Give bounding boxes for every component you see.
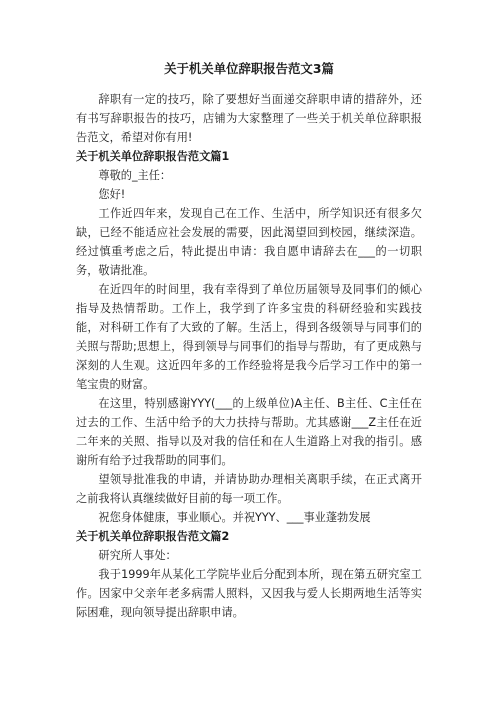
section-1-salutation: 尊敬的_主任： (98, 169, 172, 182)
section-1-heading: 关于机关单位辞职报告范文篇1 (76, 150, 230, 163)
section-2-heading: 关于机关单位辞职报告范文篇2 (76, 530, 230, 543)
section-1-paragraph-3: 在这里，特别感谢YYY(___的上级单位)A主任、B主任、C主任在过去的工作、生活中给予的大力扶持与帮助。尤其感谢___Z主任在近二年来的关照、指导以及对我的信任和在人生道路上对我的指引。感谢所有给予过我帮助的同事们。 (76, 397, 422, 467)
section-2-paragraph-1: 我于1999年从某化工学院毕业后分配到本所，现在第五研究室工作。因家中父亲年老多病需人照料，又因我与爱人长期两地生活等实际困难，现向领导提出辞职申请。 (76, 568, 422, 619)
section-1-paragraph-5: 祝您身体健康，事业顺心。并祝YYY、___事业蓬勃发展 (98, 511, 371, 524)
section-1-paragraph-1: 工作近四年来，发现自己在工作、生活中，所学知识还有很多欠缺，已经不能适应社会发展的需要，因此渴望回到校园，继续深造。经过慎重考虑之后，特此提出申请：我自愿申请辞去在___的一切职务，敬请批准。 (76, 207, 422, 277)
section-1-greeting: 您好! (98, 188, 126, 201)
section-2-salutation: 研究所人事处： (98, 549, 177, 562)
intro-paragraph: 辞职有一定的技巧，除了要想好当面递交辞职申请的措辞外，还有书写辞职报告的技巧，店铺为大家整理了一些关于机关单位辞职报告范文，希望对你有用! (76, 93, 422, 144)
document-title: 关于机关单位辞职报告范文3篇 (164, 61, 334, 76)
section-1-paragraph-4: 望领导批准我的申请，并请协助办理相关离职手续，在正式离开之前我将认真继续做好目前的每一项工作。 (76, 473, 422, 505)
document-page (76, 60, 422, 622)
section-1-paragraph-2: 在近四年的时间里，我有幸得到了单位历届领导及同事们的倾心指导及热情帮助。工作上，我学到了许多宝贵的科研经验和实践技能，对科研工作有了大致的了解。生活上，得到各级领导与同事们的关照与帮助;思想上，得到领导与同事们的指导与帮助，有了更成熟与深刻的人生观。这近四年多的工作经验将是我今后学习工作中的第一笔宝贵的财富。 (76, 283, 422, 391)
